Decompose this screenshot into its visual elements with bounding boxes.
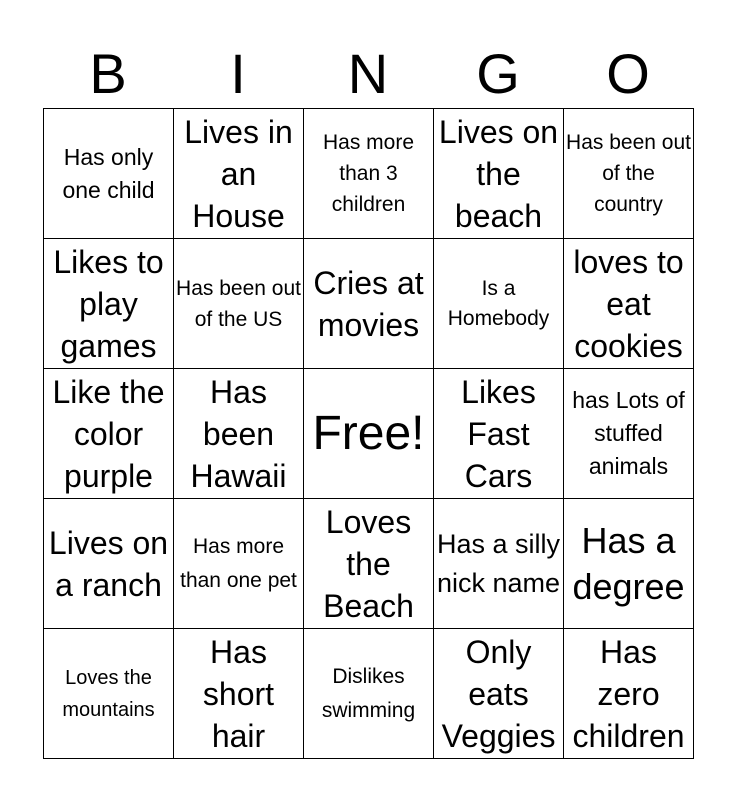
bingo-cell[interactable] [304,499,434,629]
bingo-cell[interactable] [174,239,304,369]
cell-text: loves to eat cookies [573,243,684,364]
header-letter-g: G [476,42,520,105]
free-space-text: Free! [312,406,425,460]
cell-text: Has more than 3 children [322,131,415,216]
bingo-cell[interactable] [174,109,304,239]
bingo-cell[interactable] [44,109,174,239]
bingo-cell[interactable] [564,499,694,629]
bingo-cell[interactable] [564,629,694,759]
bingo-cell[interactable] [174,499,304,629]
bingo-cell[interactable] [44,369,174,499]
bingo-cell[interactable] [304,109,434,239]
bingo-cell[interactable] [304,629,434,759]
cell-text: Lives in an House [184,113,293,234]
header-letter-n: N [347,42,389,105]
cell-text: Has a silly nick name [436,528,561,598]
bingo-cell[interactable] [564,109,694,239]
bingo-cell[interactable] [174,369,304,499]
bingo-cell[interactable] [434,109,564,239]
cell-text: Has only one child [62,143,155,203]
bingo-cell[interactable] [44,629,174,759]
header-letter-b: B [89,42,127,105]
cell-text: Cries at movies [313,264,424,343]
cell-text: Has been out of the US [176,276,301,331]
free-space-cell[interactable] [304,369,434,499]
bingo-cell[interactable] [44,499,174,629]
cell-text: has Lots of stuffed animals [572,387,685,479]
cell-text: Only eats Veggies [441,633,556,754]
cell-text: Has short hair [202,633,275,754]
cell-text: Loves the Beach [323,503,414,624]
bingo-cell[interactable] [434,239,564,369]
bingo-header [43,40,693,108]
header-letter-i: I [230,42,246,105]
header-letter-o: O [606,42,650,105]
cell-text: Has a degree [572,519,685,607]
bingo-cell[interactable] [44,239,174,369]
bingo-cell[interactable] [564,239,694,369]
bingo-cell[interactable] [434,629,564,759]
bingo-board [43,108,694,759]
cell-text: Like the color purple [52,373,165,494]
cell-text: Lives on the beach [438,113,559,234]
cell-text: Likes Fast Cars [461,373,536,494]
bingo-cell[interactable] [174,629,304,759]
cell-text: Lives on a ranch [48,524,169,603]
cell-text: Likes to play games [53,243,164,364]
bingo-cell[interactable] [564,369,694,499]
cell-text: Has zero children [572,633,685,754]
cell-text: Has been Hawaii [190,373,287,494]
cell-text: Has more than one pet [180,534,297,592]
cell-text: Is a Homebody [447,276,550,330]
cell-text: Has been out of the country [566,131,691,216]
cell-text: Dislikes swimming [321,664,416,722]
bingo-cell[interactable] [434,369,564,499]
cell-text: Loves the mountains [62,666,155,721]
bingo-cell[interactable] [434,499,564,629]
bingo-cell[interactable] [304,239,434,369]
